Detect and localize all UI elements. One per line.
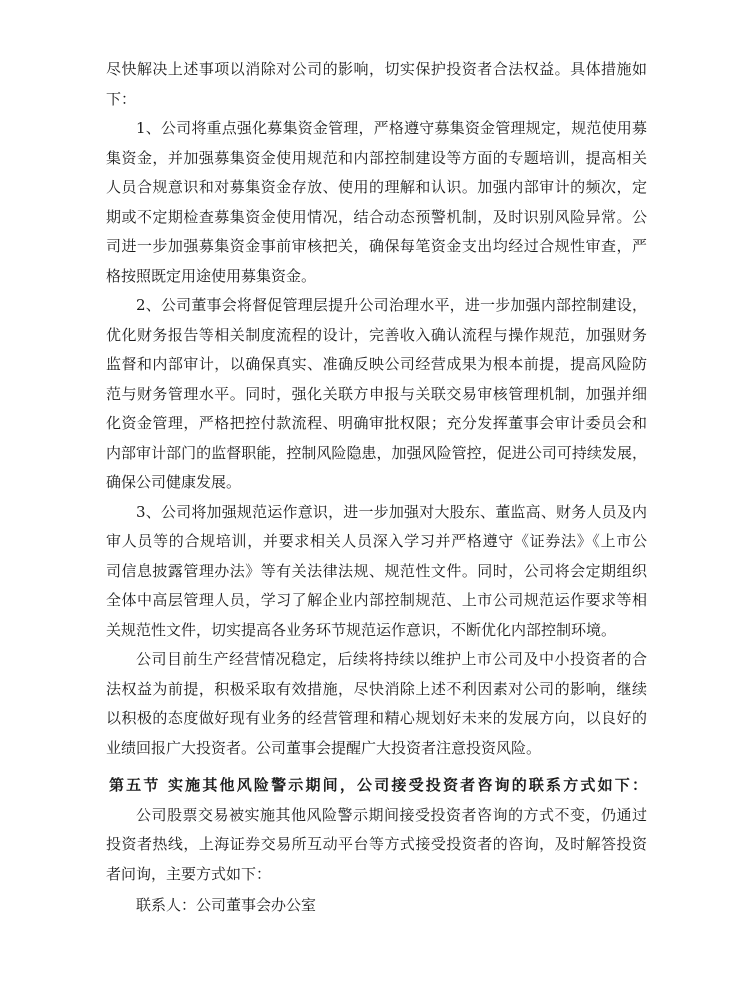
text-line: 期或不定期检查募集资金使用情况，结合动态预警机制，及时识别风险异常。公 xyxy=(106,207,647,226)
paragraph-intro xyxy=(106,55,647,114)
paragraph-measure-1 xyxy=(106,114,647,291)
paragraph-measure-3 xyxy=(106,498,647,646)
text-line: 司进一步加强募集资金事前审核把关，确保每笔资金支出均经过合规性审查，严 xyxy=(106,237,647,255)
text-line: 者问询，主要方式如下： xyxy=(106,864,272,883)
text-line: 内部审计部门的监督职能，控制风险隐患，加强风险管控，促进公司可持续发展， xyxy=(106,443,647,462)
text-line: 优化财务报告等相关制度流程的设计，完善收入确认流程与操作规范，加强财务 xyxy=(106,325,647,344)
section-heading: 第五节 实施其他风险警示期间，公司接受投资者咨询的联系方式如下： xyxy=(109,776,647,794)
text-line: 监督和内部审计，以确保真实、准确反映公司经营成果为根本前提，提高风险防 xyxy=(106,355,647,373)
text-line: 司信息披露管理办法》等有关法律法规、规范性文件。同时，公司将会定期组织 xyxy=(106,561,647,580)
text-line: 公司目前生产经营情况稳定，后续将持续以维护上市公司及中小投资者的合 xyxy=(136,650,647,668)
paragraph-contact-info xyxy=(106,801,647,890)
text-line: 下： xyxy=(106,89,137,108)
text-line: 1、公司将重点强化募集资金管理，严格遵守募集资金管理规定，规范使用募 xyxy=(136,119,647,137)
text-line: 2、公司董事会将督促管理层提升公司治理水平，进一步加强内部控制建设， xyxy=(136,296,647,314)
text-line: 投资者热线，上海证券交易所互动平台等方式接受投资者的咨询，及时解答投资 xyxy=(106,835,647,853)
text-line: 范与财务管理水平。同时，强化关联方申报与关联交易审核管理机制，加强并细 xyxy=(106,384,647,403)
text-line: 法权益为前提，积极采取有效措施，尽快消除上述不利因素对公司的影响，继续 xyxy=(106,679,647,698)
paragraph-measure-2 xyxy=(106,291,647,498)
text-line: 业绩回报广大投资者。公司董事会提醒广大投资者注意投资风险。 xyxy=(106,738,542,757)
text-line: 全体中高层管理人员，学习了解企业内部控制规范、上市公司规范运作要求等相 xyxy=(106,591,647,609)
document-page xyxy=(106,55,647,921)
text-line: 确保公司健康发展。 xyxy=(106,473,242,491)
text-line: 关规范性文件，切实提高各业务环节规范运作意识，不断优化内部控制环境。 xyxy=(106,620,617,639)
text-line: 集资金，并加强募集资金使用规范和内部控制建设等方面的专题培训，提高相关 xyxy=(106,148,647,167)
text-line: 尽快解决上述事项以消除对公司的影响，切实保护投资者合法权益。具体措施如 xyxy=(106,60,647,78)
text-line: 3、公司将加强规范运作意识，进一步加强对大股东、董监高、财务人员及内 xyxy=(136,502,647,521)
text-line: 格按照既定用途使用募集资金。 xyxy=(106,266,317,285)
text-line: 审人员等的合规培训，并要求相关人员深入学习并严格遵守《证券法》《上市公 xyxy=(106,532,647,550)
contact-person-line: 联系人：公司董事会办公室 xyxy=(136,896,317,914)
text-line: 以积极的态度做好现有业务的经营管理和精心规划好未来的发展方向，以良好的 xyxy=(106,709,647,727)
text-line: 人员合规意识和对募集资金存放、使用的理解和认识。加强内部审计的频次，定 xyxy=(106,178,647,196)
text-line: 公司股票交易被实施其他风险警示期间接受投资者咨询的方式不变，仍通过 xyxy=(136,805,647,824)
paragraph-conclusion xyxy=(106,645,647,763)
text-line: 化资金管理，严格把控付款流程、明确审批权限；充分发挥董事会审计委员会和 xyxy=(106,414,647,432)
